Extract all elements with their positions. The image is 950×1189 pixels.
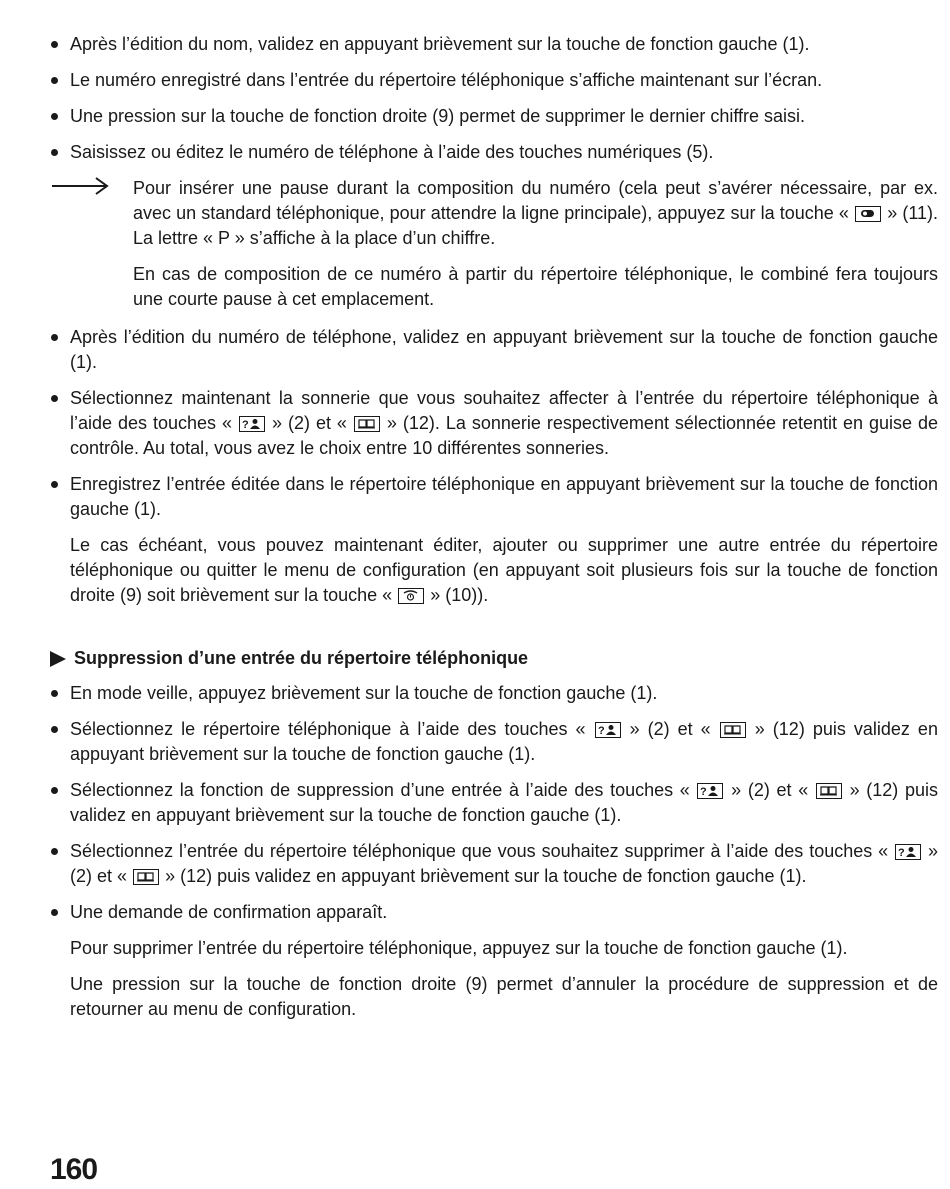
list-item: Une demande de confirmation apparaît.: [50, 900, 938, 925]
list-item: Sélectionnez le répertoire téléphonique à l’aide des touches « ? » (2) et « » (12) puis validez en appuyant brièvement sur la touche de fonction gauche (1).: [50, 717, 938, 767]
list-item: Après l’édition du numéro de téléphone, validez en appuyant brièvement sur la touche de fonction gauche (1).: [50, 325, 938, 375]
page-number: 160: [50, 1153, 98, 1186]
pause-key-icon: [855, 206, 881, 222]
bullet-list-middle: [50, 325, 938, 608]
bullet-icon: [51, 787, 58, 794]
contact-key-icon: [895, 844, 921, 860]
bullet-list-section: [50, 681, 938, 1022]
bullet-icon: [51, 848, 58, 855]
svg-text:?: ?: [700, 786, 708, 797]
list-item: [50, 68, 938, 93]
svg-text:?: ?: [597, 725, 605, 736]
note-paragraph: Pour insérer une pause durant la composition du numéro (cela peut s’avérer nécessaire, par ex. avec un standard téléphonique, pour attendre la ligne principale), appuyez sur la touche « » (11). La lettre « P » s’affiche à la place d’un chiffre.: [133, 178, 939, 248]
list-item-text: Après l’édition du nom, validez en appuyant brièvement sur la touche de fonction gauche (1).: [70, 34, 810, 54]
end-call-key-icon: [398, 588, 424, 604]
bullet-icon: [51, 690, 58, 697]
section-heading: Suppression d’une entrée du répertoire téléphonique: [50, 646, 528, 671]
bullet-icon: [51, 77, 58, 84]
bullet-icon: [51, 41, 58, 48]
arrow-right-icon: [50, 176, 110, 196]
note-text: [133, 176, 938, 312]
book-key-icon: [720, 722, 746, 738]
contact-key-icon: [595, 722, 621, 738]
paragraph: Pour supprimer l’entrée du répertoire téléphonique, appuyez sur la touche de fonction gauche (1).: [70, 938, 848, 958]
list-item: [50, 32, 938, 57]
bullet-icon: [51, 395, 58, 402]
paragraph: Une pression sur la touche de fonction droite (9) permet d’annuler la procédure de suppression et de retourner au menu de configuration.: [70, 974, 938, 1019]
contact-key-icon: [239, 416, 265, 432]
bullet-icon: [51, 909, 58, 916]
bullet-icon: [51, 113, 58, 120]
svg-text:?: ?: [898, 847, 905, 858]
triangle-right-icon: [50, 651, 66, 667]
list-item: Enregistrez l’entrée éditée dans le répertoire téléphonique en appuyant brièvement sur la touche de fonction gauche (1).: [50, 472, 938, 522]
bullet-icon: [51, 149, 58, 156]
list-item-text: Le numéro enregistré dans l’entrée du répertoire téléphonique s’affiche maintenant sur l’écran.: [70, 70, 823, 90]
book-key-icon: [816, 783, 842, 799]
note-paragraph: En cas de composition de ce numéro à partir du répertoire téléphonique, le combiné fera toujours une courte pause à cet emplacement.: [133, 264, 938, 309]
bullet-icon: [51, 334, 58, 341]
contact-key-icon: [697, 783, 723, 799]
list-item-text: Une pression sur la touche de fonction droite (9) permet de supprimer le dernier chiffre saisi.: [70, 106, 806, 126]
svg-text:?: ?: [242, 419, 249, 430]
bullet-list-top: [50, 32, 938, 165]
list-item: Sélectionnez l’entrée du répertoire téléphonique que vous souhaitez supprimer à l’aide des touches « ? » (2) et « » (12) puis validez en appuyant brièvement sur la touche de fonction gauche (1).: [50, 839, 938, 889]
paragraph: Le cas échéant, vous pouvez maintenant éditer, ajouter ou supprimer une autre entrée du répertoire téléphonique ou quitter le menu de configuration (en appuyant soit plusieurs fois sur la touche de fonction droite (9) soit brièvement sur la touche « » (10)).: [70, 535, 938, 605]
list-item: [50, 104, 938, 129]
bullet-icon: [51, 726, 58, 733]
book-key-icon: [133, 869, 159, 885]
list-item: En mode veille, appuyez brièvement sur la touche de fonction gauche (1).: [50, 681, 938, 706]
book-key-icon: [354, 416, 380, 432]
list-item-text: Saisissez ou éditez le numéro de téléphone à l’aide des touches numériques (5).: [70, 142, 714, 162]
note-block: [50, 176, 938, 312]
list-item: [50, 140, 938, 165]
list-item: Sélectionnez la fonction de suppression d’une entrée à l’aide des touches « ? » (2) et « » (12) puis validez en appuyant brièvement sur la touche de fonction gauche (1).: [50, 778, 938, 828]
bullet-icon: [51, 481, 58, 488]
list-item: Sélectionnez maintenant la sonnerie que vous souhaitez affecter à l’entrée du répertoire téléphonique à l’aide des touches « ? » (2) et « » (12). La sonnerie respectivement sélectionnée retentit en guise de contrôle. Au total, vous avez le choix entre 10 différentes sonneries.: [50, 386, 938, 461]
